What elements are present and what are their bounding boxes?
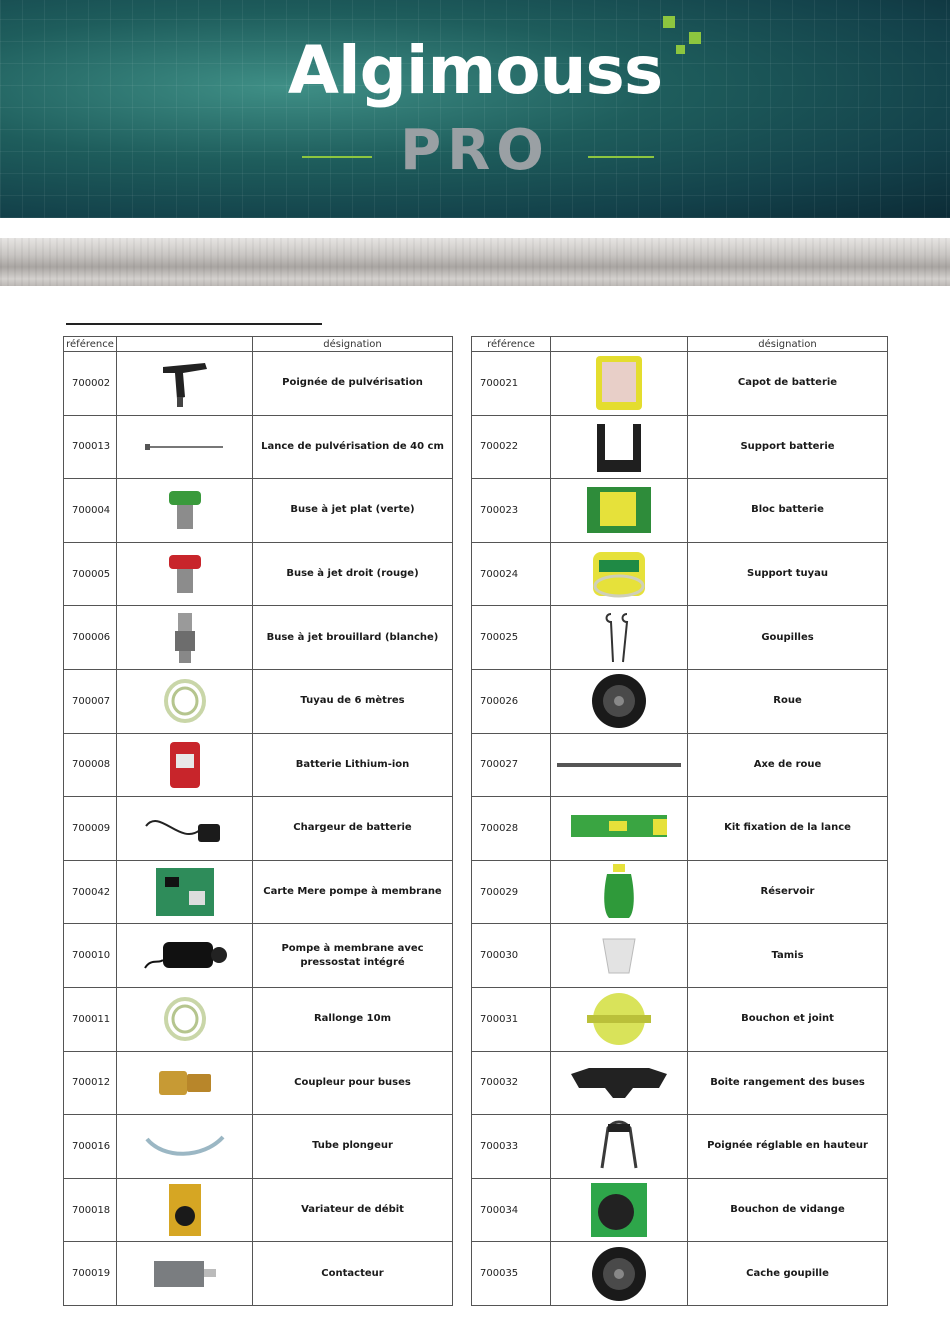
title-rule	[66, 323, 322, 325]
part-reference: 700008	[64, 733, 117, 797]
switch-icon	[117, 1242, 253, 1306]
hose-coil-icon	[117, 669, 253, 733]
part-reference: 700005	[64, 542, 117, 606]
part-row	[472, 987, 888, 1051]
battery-cover-icon	[551, 352, 688, 416]
part-designation: Coupleur pour buses	[253, 1051, 453, 1115]
column-header-designation: désignation	[688, 337, 888, 352]
spray-gun-icon	[117, 352, 253, 416]
part-designation: Bouchon de vidange	[688, 1178, 888, 1242]
part-designation: Support batterie	[688, 415, 888, 479]
part-reference: 700016	[64, 1115, 117, 1179]
brand-sub: PRO	[400, 118, 550, 183]
drain-plug-icon	[551, 1178, 688, 1242]
part-reference: 700024	[472, 542, 551, 606]
part-designation: Rallonge 10m	[253, 987, 453, 1051]
part-reference: 700023	[472, 479, 551, 543]
tank-icon	[551, 860, 688, 924]
part-row	[64, 1115, 453, 1179]
part-row	[472, 415, 888, 479]
part-row	[64, 415, 453, 479]
column-header-reference: référence	[472, 337, 551, 352]
part-designation: Lance de pulvérisation de 40 cm	[253, 415, 453, 479]
dip-tube-icon	[117, 1115, 253, 1179]
part-reference: 700021	[472, 352, 551, 416]
header-banner	[0, 0, 950, 218]
part-row	[64, 1178, 453, 1242]
part-row	[472, 542, 888, 606]
part-row	[64, 1051, 453, 1115]
column-header-reference: référence	[64, 337, 117, 352]
wheel-icon	[551, 1242, 688, 1306]
part-row	[64, 733, 453, 797]
part-row	[64, 797, 453, 861]
part-reference: 700027	[472, 733, 551, 797]
battery-block-icon	[551, 479, 688, 543]
metallic-band	[0, 238, 950, 286]
column-header-designation: désignation	[253, 337, 453, 352]
part-designation: Support tuyau	[688, 542, 888, 606]
part-designation: Kit fixation de la lance	[688, 797, 888, 861]
part-designation: Poignée réglable en hauteur	[688, 1115, 888, 1179]
part-designation: Buse à jet brouillard (blanche)	[253, 606, 453, 670]
pump-icon	[117, 924, 253, 988]
part-row	[472, 733, 888, 797]
part-reference: 700009	[64, 797, 117, 861]
lance-mount-icon	[551, 797, 688, 861]
part-reference: 700013	[64, 415, 117, 479]
axle-icon	[551, 733, 688, 797]
part-row	[64, 606, 453, 670]
part-designation: Réservoir	[688, 860, 888, 924]
part-row	[472, 606, 888, 670]
part-row	[472, 1242, 888, 1306]
part-designation: Roue	[688, 669, 888, 733]
brand-logo: Algimouss	[287, 32, 663, 109]
nozzle-box-icon	[551, 1051, 688, 1115]
part-reference: 700004	[64, 479, 117, 543]
part-designation: Cache goupille	[688, 1242, 888, 1306]
lance-icon	[117, 415, 253, 479]
wheel-icon	[551, 669, 688, 733]
charger-icon	[117, 797, 253, 861]
mist-nozzle-icon	[117, 606, 253, 670]
part-row	[472, 1178, 888, 1242]
handle-icon	[551, 1115, 688, 1179]
part-row	[472, 669, 888, 733]
part-row	[472, 352, 888, 416]
part-designation: Contacteur	[253, 1242, 453, 1306]
part-designation: Tube plongeur	[253, 1115, 453, 1179]
part-row	[64, 1242, 453, 1306]
part-reference: 700010	[64, 924, 117, 988]
part-row	[64, 987, 453, 1051]
part-reference: 700042	[64, 860, 117, 924]
part-designation: Buse à jet plat (verte)	[253, 479, 453, 543]
part-designation: Pompe à membrane avec pressostat intégré	[253, 924, 453, 988]
circuit-board-icon	[117, 860, 253, 924]
part-row	[64, 669, 453, 733]
cap-icon	[551, 987, 688, 1051]
coupler-icon	[117, 1051, 253, 1115]
part-reference: 700032	[472, 1051, 551, 1115]
part-designation: Chargeur de batterie	[253, 797, 453, 861]
part-designation: Bouchon et joint	[688, 987, 888, 1051]
part-designation: Axe de roue	[688, 733, 888, 797]
battery-icon	[117, 733, 253, 797]
column-header-image	[117, 337, 253, 352]
part-designation: Tamis	[688, 924, 888, 988]
battery-support-icon	[551, 415, 688, 479]
parts-table-right	[471, 336, 888, 1306]
part-reference: 700011	[64, 987, 117, 1051]
part-row	[472, 924, 888, 988]
part-reference: 700026	[472, 669, 551, 733]
red-nozzle-icon	[117, 542, 253, 606]
part-row	[472, 860, 888, 924]
part-designation: Capot de batterie	[688, 352, 888, 416]
part-reference: 700019	[64, 1242, 117, 1306]
part-reference: 700034	[472, 1178, 551, 1242]
part-designation: Tuyau de 6 mètres	[253, 669, 453, 733]
part-reference: 700012	[64, 1051, 117, 1115]
part-reference: 700018	[64, 1178, 117, 1242]
pins-icon	[551, 606, 688, 670]
part-row	[64, 860, 453, 924]
column-header-image	[551, 337, 688, 352]
part-reference: 700028	[472, 797, 551, 861]
part-row	[472, 1115, 888, 1179]
part-reference: 700006	[64, 606, 117, 670]
hose-support-icon	[551, 542, 688, 606]
part-row	[64, 479, 453, 543]
flow-dial-icon	[117, 1178, 253, 1242]
part-reference: 700025	[472, 606, 551, 670]
part-reference: 700033	[472, 1115, 551, 1179]
part-row	[472, 479, 888, 543]
part-designation: Batterie Lithium-ion	[253, 733, 453, 797]
part-designation: Poignée de pulvérisation	[253, 352, 453, 416]
part-reference: 700007	[64, 669, 117, 733]
part-designation: Variateur de débit	[253, 1178, 453, 1242]
part-designation: Buse à jet droit (rouge)	[253, 542, 453, 606]
hose-coil-icon	[117, 987, 253, 1051]
part-reference: 700031	[472, 987, 551, 1051]
part-reference: 700022	[472, 415, 551, 479]
part-row	[64, 924, 453, 988]
parts-table-left	[63, 336, 453, 1306]
part-reference: 700035	[472, 1242, 551, 1306]
part-row	[64, 352, 453, 416]
part-designation: Bloc batterie	[688, 479, 888, 543]
strainer-icon	[551, 924, 688, 988]
green-nozzle-icon	[117, 479, 253, 543]
part-designation: Carte Mere pompe à membrane	[253, 860, 453, 924]
part-row	[64, 542, 453, 606]
part-designation: Goupilles	[688, 606, 888, 670]
part-reference: 700030	[472, 924, 551, 988]
part-designation: Boite rangement des buses	[688, 1051, 888, 1115]
part-row	[472, 1051, 888, 1115]
part-row	[472, 797, 888, 861]
part-reference: 700002	[64, 352, 117, 416]
part-reference: 700029	[472, 860, 551, 924]
